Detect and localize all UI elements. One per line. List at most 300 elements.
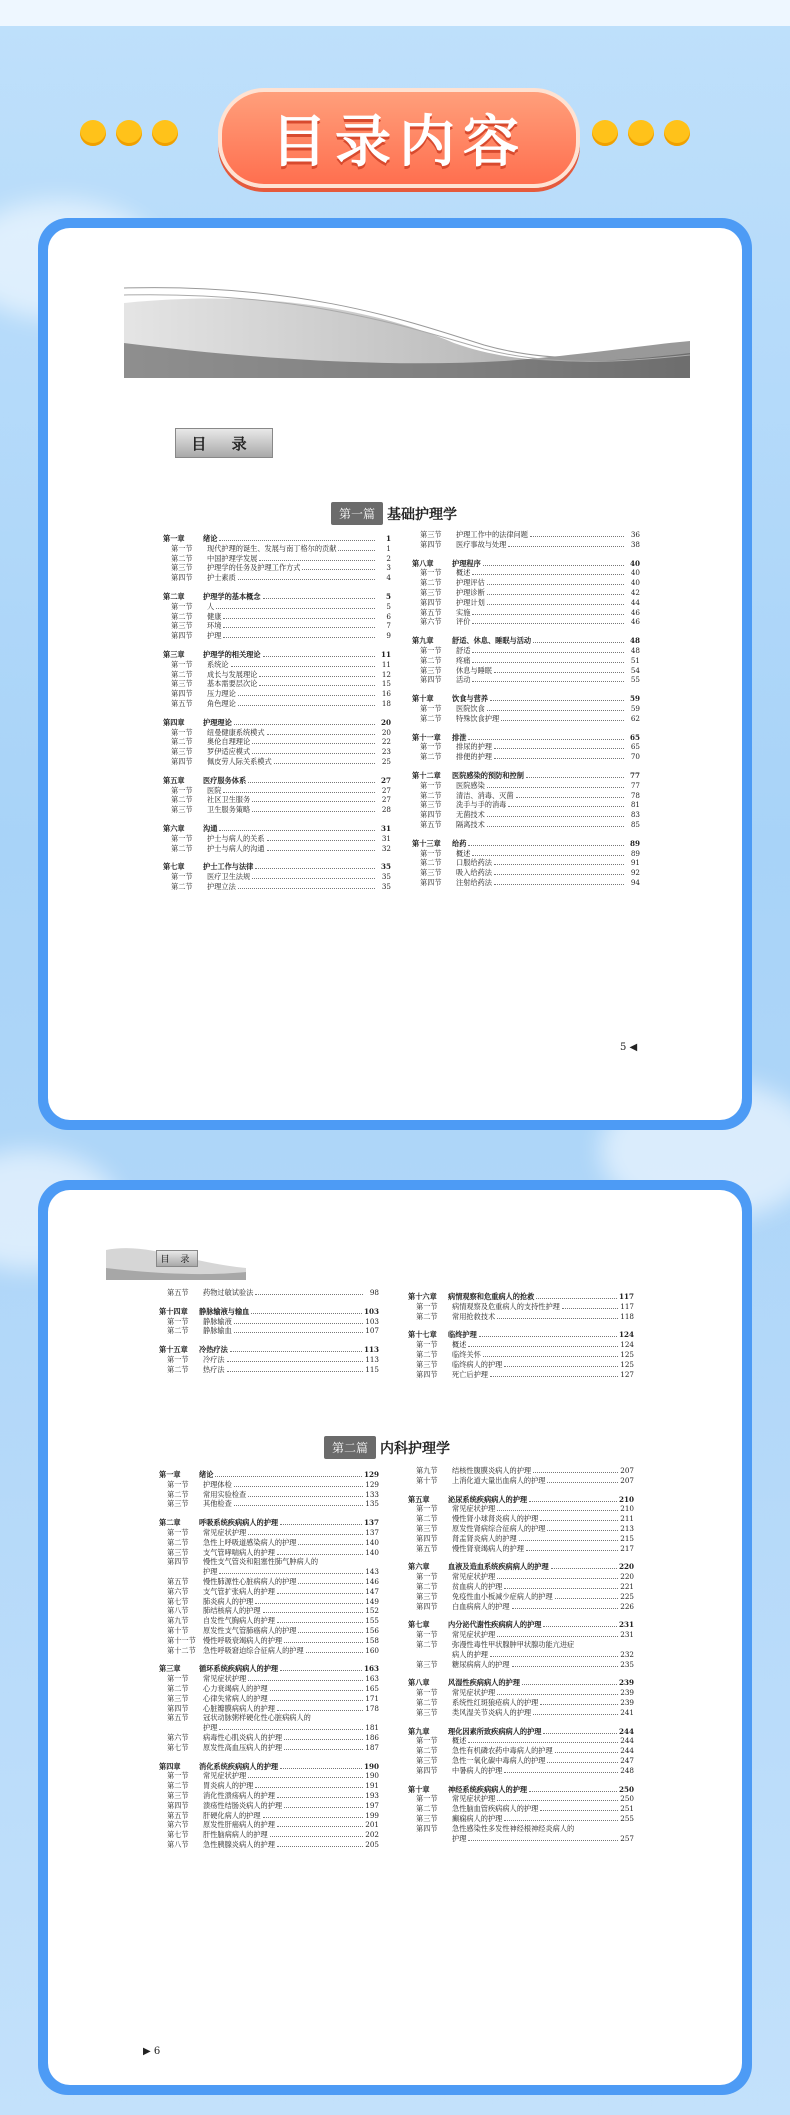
entry-number: 第四节 <box>420 539 442 549</box>
entry-page: 163 <box>363 1664 379 1674</box>
entry-page: 248 <box>620 1765 634 1775</box>
entry-number: 第九节 <box>416 1466 438 1475</box>
dot-leader <box>555 1752 618 1753</box>
entry-title: 病人的护理 <box>452 1649 488 1659</box>
toc-section-entry <box>163 786 391 796</box>
entry-number: 第二节 <box>420 655 442 665</box>
entry-page: 40 <box>629 558 640 568</box>
entry-title: 隔离技术 <box>456 819 485 829</box>
entry-number: 第五节 <box>171 698 193 708</box>
entry-title: 奥伦自理理论 <box>207 737 251 747</box>
toc-chapter-entry <box>159 1470 379 1480</box>
entry-title: 支气管哮喘病人的护理 <box>203 1547 275 1557</box>
entry-title: 无菌技术 <box>456 810 485 820</box>
entry-title: 角色理论 <box>207 698 236 708</box>
entry-page: 62 <box>630 713 640 723</box>
dot-leader <box>487 594 624 595</box>
entry-page: 187 <box>365 1742 379 1752</box>
entry-title: 排便的护理 <box>456 752 492 762</box>
entry-number: 第一节 <box>171 785 193 795</box>
entry-number: 第二节 <box>416 1697 438 1707</box>
entry-page: 11 <box>380 649 391 659</box>
dot-leader <box>497 1578 618 1579</box>
toc-chapter-entry <box>408 1292 634 1302</box>
entry-number: 第三节 <box>416 1359 438 1369</box>
entry-page: 124 <box>618 1330 634 1340</box>
toc-section-entry <box>159 1616 379 1626</box>
toc-chapter-entry <box>159 1307 379 1317</box>
entry-page: 155 <box>365 1616 379 1626</box>
entry-page: 5 <box>386 601 391 611</box>
entry-page: 4 <box>386 573 391 583</box>
toc-chapter-entry <box>408 1562 634 1572</box>
toc-section-entry <box>163 737 391 747</box>
entry-page: 59 <box>630 703 640 713</box>
entry-number: 第二节 <box>420 858 442 868</box>
toc-tab-label: 目 录 <box>175 428 273 458</box>
dot-leader <box>540 1520 618 1521</box>
dot-leader <box>468 739 624 740</box>
entry-title: 内分泌代谢性疾病病人的护理 <box>448 1620 542 1630</box>
toc-page-1 <box>48 228 742 1120</box>
entry-page: 181 <box>365 1723 379 1733</box>
dot-leader <box>472 855 624 856</box>
entry-page: 217 <box>620 1543 634 1553</box>
entry-number: 第二节 <box>416 1514 438 1524</box>
entry-number: 第二节 <box>171 553 193 563</box>
toc-chapter-entry <box>408 1785 634 1795</box>
dot-leader <box>259 676 375 677</box>
toc-section-entry <box>408 1756 634 1766</box>
entry-number: 第二节 <box>416 1639 438 1649</box>
entry-title: 自发性气胸病人的护理 <box>203 1616 275 1626</box>
entry-title: 护士与病人的关系 <box>207 833 265 843</box>
entry-page: 127 <box>620 1369 634 1379</box>
entry-title: 常用抢救技术 <box>452 1311 496 1321</box>
entry-page: 201 <box>365 1820 379 1830</box>
entry-number: 第四节 <box>167 1703 189 1713</box>
toc-chapter-entry <box>412 636 640 646</box>
toc-section-entry <box>163 844 391 854</box>
entry-page: 27 <box>381 795 391 805</box>
entry-number: 第三节 <box>167 1790 189 1800</box>
dot-leader <box>270 1836 363 1837</box>
entry-number: 第一节 <box>420 703 442 713</box>
toc-section-entry <box>159 1723 379 1733</box>
dot-leader <box>547 1530 618 1531</box>
entry-page: 231 <box>618 1620 634 1630</box>
toc-section-entry <box>408 1650 634 1660</box>
toc-section-entry <box>159 1694 379 1704</box>
entry-page: 91 <box>630 858 640 868</box>
toc-section-entry <box>412 714 640 724</box>
dot-leader <box>238 579 375 580</box>
entry-number: 第二节 <box>420 578 442 588</box>
dot-leader <box>284 1749 363 1750</box>
toc-section-entry <box>163 563 391 573</box>
toc-section-entry <box>159 1288 379 1298</box>
entry-title: 急性感染性多发性神经根神经炎病人的 <box>452 1823 575 1833</box>
entry-page: 207 <box>620 1475 634 1485</box>
dot-leader <box>216 608 375 609</box>
entry-title: 常见症状护理 <box>452 1794 496 1804</box>
toc-section-entry <box>159 1557 379 1567</box>
entry-title: 护理立法 <box>207 881 236 891</box>
entry-title: 护理学的相关理论 <box>203 649 261 659</box>
dot-leader <box>280 1670 362 1671</box>
toc-section-entry <box>412 568 640 578</box>
entry-title: 心力衰竭病人的护理 <box>203 1683 268 1693</box>
entry-title: 健康 <box>207 611 222 621</box>
toc-section-entry <box>163 660 391 670</box>
toc-chapter-entry <box>412 733 640 743</box>
entry-number: 第三节 <box>416 1707 438 1717</box>
entry-page: 103 <box>365 1316 379 1326</box>
entry-page: 44 <box>630 597 640 607</box>
entry-title: 常见症状护理 <box>452 1630 496 1640</box>
entry-title: 慢性支气管炎和阻塞性肺气肿病人的 <box>203 1557 319 1567</box>
entry-title: 常用实验检查 <box>203 1489 247 1499</box>
entry-title: 风湿性疾病病人的护理 <box>448 1678 520 1688</box>
toc-section-entry <box>163 621 391 631</box>
entry-title: 绪论 <box>199 1470 214 1479</box>
entry-page: 147 <box>365 1586 379 1596</box>
toc-section-entry <box>163 834 391 844</box>
entry-page: 251 <box>620 1804 634 1814</box>
toc-section-entry <box>408 1360 634 1370</box>
toc-page-card-1 <box>38 218 752 1130</box>
entry-title: 药物过敏试验法 <box>203 1288 254 1297</box>
entry-page: 140 <box>365 1547 379 1557</box>
toc-section-entry <box>408 1476 634 1486</box>
entry-page: 35 <box>380 862 391 872</box>
dot-leader <box>223 637 375 638</box>
toc-column-left <box>163 530 391 892</box>
entry-page: 125 <box>620 1349 634 1359</box>
entry-number: 第十七章 <box>408 1330 437 1340</box>
entry-page: 40 <box>630 578 640 588</box>
toc-section-entry <box>408 1582 634 1592</box>
toc-section-entry <box>159 1830 379 1840</box>
entry-number: 第十节 <box>416 1475 438 1485</box>
toc-section-entry <box>408 1340 634 1350</box>
toc-section-entry <box>159 1528 379 1538</box>
entry-page: 178 <box>365 1703 379 1713</box>
entry-number: 第一节 <box>171 833 193 843</box>
entry-title: 急性上呼吸道感染病人的护理 <box>203 1537 297 1547</box>
entry-title: 心律失常病人的护理 <box>203 1693 268 1703</box>
dot-leader <box>533 642 624 643</box>
entry-page: 46 <box>630 617 640 627</box>
dot-leader <box>248 782 375 783</box>
entry-page: 202 <box>365 1830 379 1840</box>
dot-leader <box>494 748 624 749</box>
entry-number: 第十一节 <box>167 1635 196 1645</box>
toc-section-entry <box>412 540 640 550</box>
entry-page: 12 <box>381 669 391 679</box>
entry-number: 第四节 <box>416 1765 438 1775</box>
toc-column-left-top <box>159 1288 379 1375</box>
toc-column-right <box>412 530 640 888</box>
entry-page: 35 <box>381 872 391 882</box>
toc-chapter-entry <box>159 1762 379 1772</box>
entry-title: 急性呼吸窘迫综合征病人的护理 <box>203 1645 304 1655</box>
toc-chapter-entry <box>159 1664 379 1674</box>
entry-title: 护理学的任务及护理工作方式 <box>207 563 301 573</box>
entry-number: 第三节 <box>416 1523 438 1533</box>
entry-page: 163 <box>365 1674 379 1684</box>
entry-page: 31 <box>381 833 391 843</box>
entry-page: 89 <box>629 838 640 848</box>
entry-number: 第一节 <box>420 645 442 655</box>
toc-section-entry <box>163 795 391 805</box>
entry-title: 医院感染的预防和控制 <box>452 770 524 780</box>
entry-page: 137 <box>363 1518 379 1528</box>
dot-leader <box>259 560 375 561</box>
dot-leader <box>487 787 624 788</box>
dot-leader <box>468 1346 618 1347</box>
entry-number: 第一节 <box>167 1771 189 1781</box>
dot-leader <box>468 1742 618 1743</box>
dot-leader <box>494 864 624 865</box>
entry-title: 舒适 <box>456 645 471 655</box>
toc-chapter-entry <box>412 839 640 849</box>
dot-leader <box>227 1361 363 1362</box>
entry-number: 第三节 <box>416 1659 438 1669</box>
entry-number: 第三节 <box>171 679 193 689</box>
dot-leader <box>497 1636 618 1637</box>
entry-number: 第一节 <box>167 1479 189 1489</box>
entry-page: 124 <box>620 1340 634 1350</box>
toc-section-entry <box>412 868 640 878</box>
entry-number: 第一节 <box>420 848 442 858</box>
dot-leader <box>540 1810 618 1811</box>
entry-number: 第一节 <box>416 1572 438 1582</box>
entry-page: 158 <box>365 1635 379 1645</box>
entry-number: 第五节 <box>167 1576 189 1586</box>
toc-section-entry <box>408 1572 634 1582</box>
entry-page: 94 <box>630 877 640 887</box>
toc-column-right-top <box>408 1288 634 1379</box>
dot-leader <box>238 705 375 706</box>
entry-number: 第三节 <box>420 800 442 810</box>
toc-section-entry <box>408 1660 634 1670</box>
entry-page: 197 <box>365 1800 379 1810</box>
dot-leader <box>533 1472 618 1473</box>
toc-section-entry <box>163 872 391 882</box>
toc-chapter-entry <box>163 824 391 834</box>
toc-chapter-entry <box>412 771 640 781</box>
dot-leader <box>277 1554 363 1555</box>
toc-section-entry <box>412 598 640 608</box>
entry-title: 成长与发展理论 <box>207 669 258 679</box>
entry-page: 220 <box>618 1562 634 1572</box>
entry-title: 罗伊适应模式 <box>207 747 251 757</box>
entry-page: 241 <box>620 1707 634 1717</box>
dot-leader <box>547 1762 618 1763</box>
entry-page: 77 <box>629 770 640 780</box>
entry-title: 纽曼健康系统模式 <box>207 727 265 737</box>
entry-title: 医院饮食 <box>456 703 485 713</box>
entry-number: 第二节 <box>171 795 193 805</box>
entry-number: 第二节 <box>416 1311 438 1321</box>
entry-number: 第三节 <box>416 1591 438 1601</box>
dot-leader <box>234 724 375 725</box>
dot-leader <box>267 734 375 735</box>
toc-chapter-entry <box>408 1330 634 1340</box>
entry-number: 第一节 <box>416 1504 438 1514</box>
dot-leader <box>231 666 375 667</box>
entry-page: 239 <box>618 1678 634 1688</box>
dot-leader <box>298 1583 363 1584</box>
dot-leader <box>302 569 375 570</box>
top-strip <box>0 0 790 26</box>
dot-leader <box>547 1482 618 1483</box>
entry-title: 护理体检 <box>203 1479 232 1489</box>
dot-leader <box>472 681 624 682</box>
toc-section-entry <box>163 699 391 709</box>
entry-title: 系统性红斑狼疮病人的护理 <box>452 1697 539 1707</box>
entry-title: 原发性支气管肺癌病人的护理 <box>203 1625 297 1635</box>
entry-page: 226 <box>620 1601 634 1611</box>
dot-leader <box>533 1714 618 1715</box>
toc-section-entry <box>412 530 640 540</box>
toc-section-entry <box>408 1746 634 1756</box>
entry-page: 250 <box>618 1784 634 1794</box>
toc-chapter-entry <box>163 862 391 872</box>
entry-title: 休息与睡眠 <box>456 665 492 675</box>
entry-title: 其他检查 <box>203 1499 232 1509</box>
toc-section-entry <box>159 1801 379 1811</box>
entry-title: 注射给药法 <box>456 877 492 887</box>
dot-leader <box>277 1622 363 1623</box>
entry-page: 115 <box>365 1364 379 1374</box>
entry-page: 190 <box>363 1761 379 1771</box>
entry-title: 临终关怀 <box>452 1349 481 1359</box>
entry-title: 护理评估 <box>456 578 485 588</box>
entry-title: 贫血病人的护理 <box>452 1581 503 1591</box>
toc-chapter-entry <box>163 650 391 660</box>
entry-page: 1 <box>386 543 391 553</box>
entry-title: 系统论 <box>207 659 229 669</box>
entry-page: 7 <box>386 621 391 631</box>
entry-page: 46 <box>630 607 640 617</box>
entry-number: 第七章 <box>163 862 185 872</box>
entry-title: 护理 <box>203 1723 218 1733</box>
entry-number: 第六章 <box>408 1562 430 1572</box>
entry-title: 概述 <box>452 1340 467 1350</box>
entry-number: 第二节 <box>167 1489 189 1499</box>
entry-page: 207 <box>620 1466 634 1475</box>
entry-number: 第五节 <box>416 1543 438 1553</box>
entry-page: 247 <box>620 1755 634 1765</box>
entry-number: 第一节 <box>171 727 193 737</box>
entry-number: 第二节 <box>171 737 193 747</box>
toc-section-entry <box>163 573 391 583</box>
entry-page: 28 <box>381 805 391 815</box>
entry-title: 医疗服务体系 <box>203 775 247 785</box>
dot-leader <box>263 656 375 657</box>
toc-section-entry <box>408 1824 634 1834</box>
entry-number: 第四节 <box>167 1800 189 1810</box>
entry-title: 急性一氧化碳中毒病人的护理 <box>452 1755 546 1765</box>
entry-number: 第一节 <box>416 1301 438 1311</box>
entry-page: 129 <box>363 1470 379 1479</box>
entry-title: 绪论 <box>203 534 218 543</box>
entry-page: 32 <box>381 843 391 853</box>
entry-page: 211 <box>620 1514 634 1524</box>
entry-title: 佩皮劳人际关系模式 <box>207 756 272 766</box>
entry-page: 11 <box>381 659 391 669</box>
entry-page: 59 <box>629 694 640 704</box>
toc-page-2 <box>48 1190 742 2085</box>
dot-leader <box>490 1656 618 1657</box>
entry-title: 肝性脑病病人的护理 <box>203 1830 268 1840</box>
dot-leader <box>263 1612 363 1613</box>
entry-title: 卫生服务策略 <box>207 805 251 815</box>
entry-number: 第一节 <box>420 568 442 578</box>
dot-leader <box>252 801 375 802</box>
entry-page: 117 <box>620 1301 634 1311</box>
entry-number: 第五节 <box>167 1288 189 1297</box>
entry-title: 糖尿病病人的护理 <box>452 1659 510 1669</box>
entry-title: 上消化道大量出血病人的护理 <box>452 1475 546 1485</box>
entry-number: 第三节 <box>420 868 442 878</box>
toc-section-entry <box>159 1713 379 1723</box>
toc-chapter-entry <box>163 718 391 728</box>
entry-title: 肺炎病人的护理 <box>203 1596 254 1606</box>
entry-title: 泌尿系统疾病病人的护理 <box>448 1494 528 1504</box>
toc-section-entry <box>159 1587 379 1597</box>
entry-number: 第二节 <box>171 881 193 891</box>
dot-leader <box>234 1486 363 1487</box>
entry-page: 83 <box>630 810 640 820</box>
dot-leader <box>540 1704 618 1705</box>
toc-section-entry <box>159 1840 379 1850</box>
dot-leader <box>284 1642 363 1643</box>
toc-section-entry <box>163 670 391 680</box>
entry-number: 第五节 <box>420 819 442 829</box>
entry-title: 饮食与营养 <box>452 694 488 704</box>
entry-number: 第四章 <box>159 1761 181 1771</box>
toc-section-entry <box>159 1820 379 1830</box>
entry-number: 第一章 <box>163 534 185 543</box>
dot-leader <box>562 1308 618 1309</box>
toc-section-entry <box>412 704 640 714</box>
entry-page: 89 <box>630 848 640 858</box>
toc-section-entry <box>408 1370 634 1380</box>
entry-page: 225 <box>620 1591 634 1601</box>
toc-section-entry <box>163 554 391 564</box>
dot-leader <box>259 685 375 686</box>
dot-leader <box>508 546 624 547</box>
entry-page: 250 <box>620 1794 634 1804</box>
entry-page: 42 <box>630 587 640 597</box>
entry-number: 第二节 <box>167 1326 189 1336</box>
toc-section-entry <box>412 656 640 666</box>
decor-dots-left <box>80 120 178 146</box>
entry-page: 81 <box>630 800 640 810</box>
toc-section-entry <box>159 1499 379 1509</box>
toc-section-entry <box>412 849 640 859</box>
entry-title: 原发性肝癌病人的护理 <box>203 1820 275 1830</box>
dot-leader <box>338 550 375 551</box>
entry-page: 16 <box>381 689 391 699</box>
dot-leader <box>483 1356 618 1357</box>
entry-page: 118 <box>620 1311 634 1321</box>
entry-title: 消化系统疾病病人的护理 <box>199 1761 279 1771</box>
dot-leader <box>497 1510 618 1511</box>
